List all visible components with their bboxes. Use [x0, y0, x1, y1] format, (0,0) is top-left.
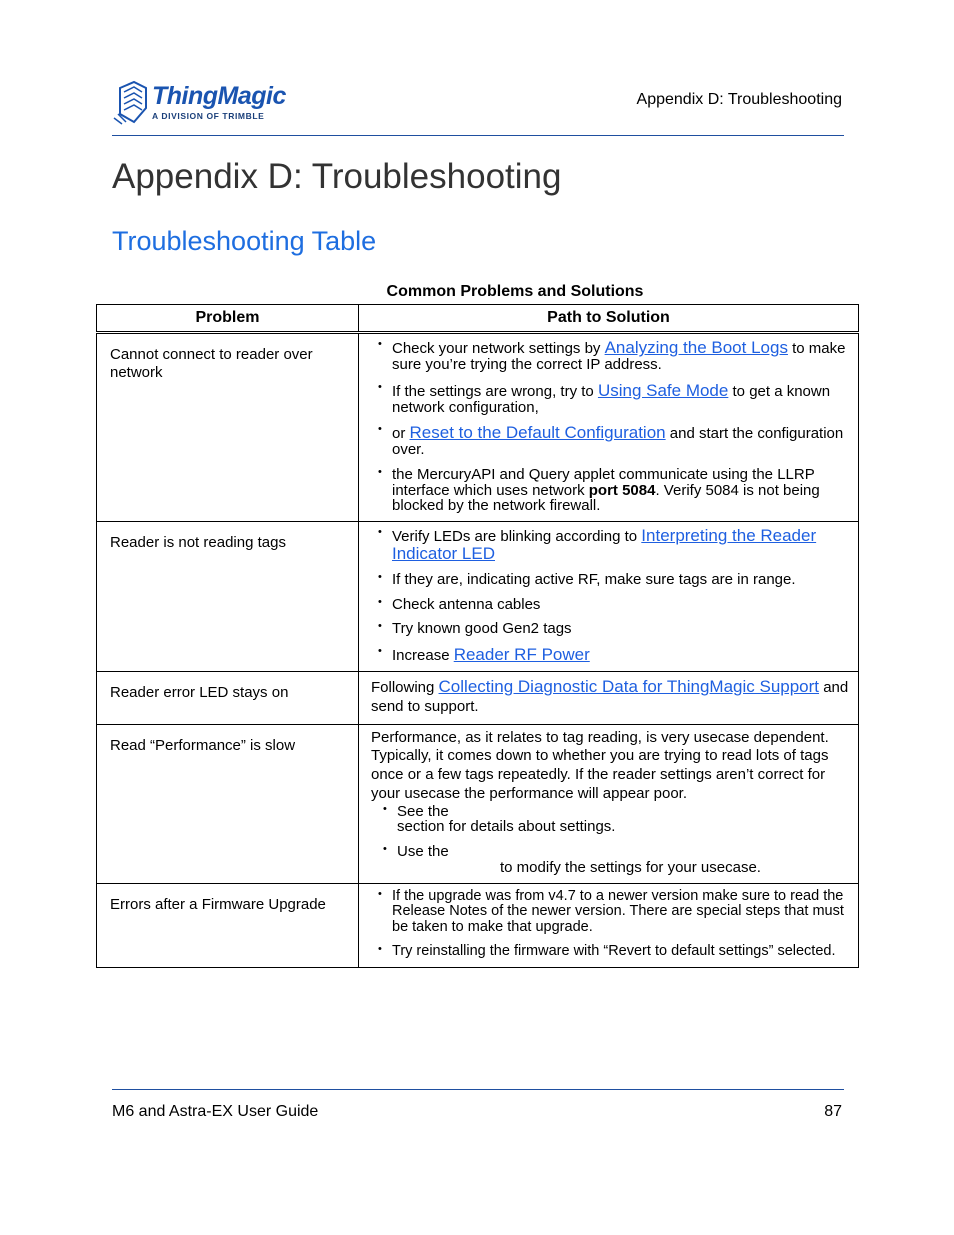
- table-header-row: [97, 305, 859, 333]
- solution-cell: Following Collecting Diagnostic Data for ThingMagic Support and send to support.: [359, 672, 859, 725]
- table-row: [97, 522, 859, 672]
- list-item: • If the upgrade was from v4.7 to a newer version make sure to read the Release Notes of the newer version. There are special steps that must be taken to make that upgrade.: [371, 889, 850, 936]
- table-row: [97, 672, 859, 725]
- section-heading: Troubleshooting Table: [112, 226, 377, 256]
- problem-cell: Cannot connect to reader over network: [97, 333, 359, 522]
- table-caption: Common Problems and Solutions: [386, 283, 644, 300]
- list-item: • If they are, indicating active RF, make sure tags are in range.: [371, 572, 850, 588]
- list-item: • If the settings are wrong, try to Using Safe Mode to get a known network configuration,: [371, 382, 850, 416]
- solution-cell: [359, 522, 859, 672]
- list-item: • Increase Reader RF Power: [371, 646, 850, 664]
- link-reader-rf-power[interactable]: Reader RF Power: [453, 645, 590, 665]
- problem-cell: Read “Performance” is slow: [97, 724, 359, 883]
- link-analyzing-boot-logs[interactable]: Analyzing the Boot Logs: [604, 338, 788, 358]
- header-rule: [112, 135, 844, 136]
- thingmagic-logo: [112, 78, 286, 130]
- solution-paragraph: Performance, as it relates to tag reading, is very usecase dependent. Typically, it comes down to whether you are trying to read lots of tags once or a few tags repeatedly. If the reader settings aren’t correct for your usecase the performance will appear poor.: [371, 728, 829, 802]
- list-item: • Try reinstalling the firmware with “Revert to default settings” selected.: [371, 944, 850, 960]
- table-row: [97, 724, 859, 883]
- page-number: 87: [824, 1103, 842, 1120]
- list-item: • See the section for details about settings.: [376, 804, 850, 836]
- table-row: [97, 333, 859, 522]
- footer-guide-title: M6 and Astra-EX User Guide: [112, 1103, 319, 1120]
- list-item: • Use the to modify the settings for your usecase.: [376, 844, 850, 876]
- column-header-problem: Problem: [97, 305, 359, 333]
- link-collecting-diagnostic-data[interactable]: Collecting Diagnostic Data for ThingMagic Support: [438, 677, 820, 696]
- solution-cell: [359, 333, 859, 522]
- problem-cell: Reader is not reading tags: [97, 522, 359, 672]
- running-header: Appendix D: Troubleshooting: [636, 91, 842, 108]
- list-item: • Verify LEDs are blinking according to Interpreting the Reader Indicator LED: [371, 527, 850, 563]
- list-item: • the MercuryAPI and Query applet communicate using the LLRP interface which uses network port 5084. Verify 5084 is not being blocked by the network firewall.: [371, 467, 850, 514]
- solution-cell: [359, 724, 859, 883]
- logo-name: ThingMagic: [152, 82, 286, 110]
- page-title: Appendix D: Troubleshooting: [112, 157, 562, 196]
- link-interpreting-reader-led[interactable]: Interpreting the Reader Indicator LED: [392, 526, 817, 564]
- problem-cell: Reader error LED stays on: [97, 672, 359, 725]
- logo-icon: [112, 78, 152, 128]
- footer-rule: [112, 1089, 844, 1090]
- list-item: • Check your network settings by Analyzing the Boot Logs to make sure you’re trying the correct IP address.: [371, 339, 850, 373]
- link-using-safe-mode[interactable]: Using Safe Mode: [597, 380, 729, 400]
- troubleshooting-table: [96, 304, 859, 968]
- list-item: • Check antenna cables: [371, 597, 850, 613]
- link-reset-default-configuration[interactable]: Reset to the Default Configuration: [409, 423, 666, 443]
- solution-cell: [359, 883, 859, 967]
- column-header-solution: Path to Solution: [359, 305, 859, 333]
- table-row: [97, 883, 859, 967]
- list-item: • or Reset to the Default Configuration and start the configuration over.: [371, 424, 850, 458]
- problem-cell: Errors after a Firmware Upgrade: [97, 883, 359, 967]
- list-item: • Try known good Gen2 tags: [371, 621, 850, 637]
- logo-subtitle: A DIVISION OF TRIMBLE: [152, 111, 265, 121]
